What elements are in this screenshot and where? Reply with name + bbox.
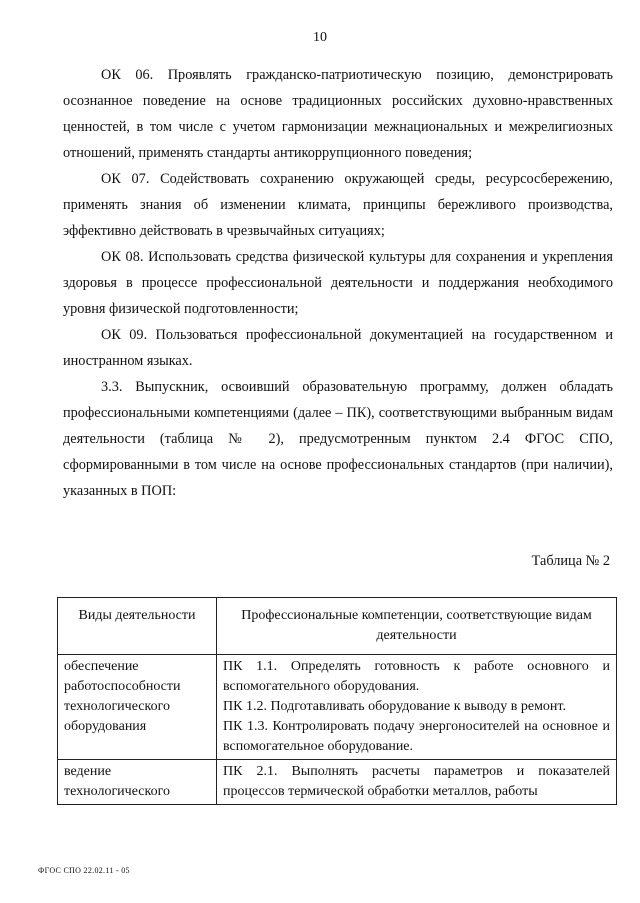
activity-cell: обеспечение работоспособности технологического оборудования [58, 655, 217, 760]
paragraph-ok-09: ОК 09. Пользоваться профессиональной документацией на государственном и иностранном языках. [63, 327, 613, 369]
table-caption: Таблица № 2 [531, 553, 610, 569]
body-text [63, 62, 613, 504]
paragraph-ok-07: ОК 07. Содействовать сохранению окружающей среды, ресурсосбережению, применять знания об изменении климата, принципы бережливого производства, эффективно действовать в чрезвычайных ситуациях; [63, 171, 613, 239]
competencies-cell [217, 655, 617, 760]
paragraph-ok-06: ОК 06. Проявлять гражданско-патриотическую позицию, демонстрировать осознанное поведение на основе традиционных российских духовно-нравственных ценностей, в том числе с учетом гармонизации межнациональных и межрелигиозных отношений, применять стандарты антикоррупционного поведения; [63, 67, 613, 161]
header-activity: Виды деятельности [58, 598, 217, 655]
table-header-row [58, 598, 617, 655]
paragraph-ok-08: ОК 08. Использовать средства физической культуры для сохранения и укрепления здоровья в процессе профессиональной деятельности и поддержания необходимого уровня физической подготовленности; [63, 249, 613, 317]
competencies-cell [217, 760, 617, 805]
table-row [58, 655, 617, 760]
competency-item: ПК 2.1. Выполнять расчеты параметров и показателей процессов термической обработки металлов, работы [223, 764, 610, 799]
table-row [58, 760, 617, 805]
competency-item: ПК 1.2. Подготавливать оборудование к выводу в ремонт. [223, 699, 566, 714]
page-number: 10 [313, 30, 327, 45]
footer-standard-code: ФГОС СПО 22.02.11 - 05 [38, 866, 130, 875]
competence-table [57, 597, 617, 805]
competency-item: ПК 1.1. Определять готовность к работе основного и вспомогательного оборудования. [223, 659, 610, 694]
activity-cell: ведение технологического [58, 760, 217, 805]
competency-item: ПК 1.3. Контролировать подачу энергоносителей на основное и вспомогательное оборудование. [223, 719, 610, 754]
paragraph-3-3: 3.3. Выпускник, освоивший образовательную программу, должен обладать профессиональными компетенциями (далее – ПК), соответствующими выбранным видам деятельности (таблица № 2), предусмотренным пунктом 2.4 ФГОС СПО, сформированными в том числе на основе профессиональных стандартов (при наличии), указанных в ПОП: [63, 379, 613, 499]
header-competencies: Профессиональные компетенции, соответствующие видам деятельности [217, 598, 617, 655]
